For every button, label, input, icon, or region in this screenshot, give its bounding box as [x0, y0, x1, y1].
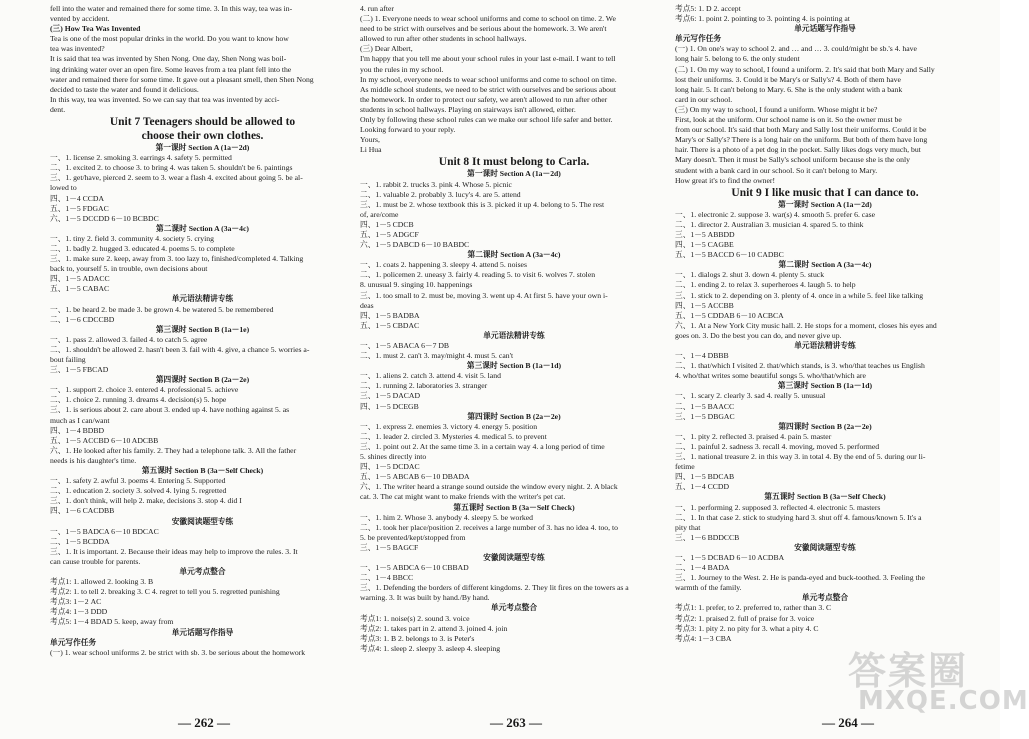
section-heading: 第一课时 Section A (1a－2d) — [155, 143, 250, 153]
answer-line: Only by following these school rules can we make our school life safer and better. — [360, 115, 613, 125]
answer-line: Yours, — [360, 135, 380, 145]
answer-line: 三、1. get/have, pierced 2. seem to 3. wear a flash 4. excited about going 5. be al- — [50, 173, 303, 183]
answer-line: 五、1－5 CBDAC — [360, 320, 420, 330]
section-heading: 第二课时 Section A (3a－4c) — [778, 260, 872, 270]
answer-line: need to be strict with ourselves and be serious about the homework. 3. We aren't — [360, 24, 607, 34]
answer-line: 三、1－5 FBCAD — [50, 365, 109, 375]
answer-line: 二、1. must 2. can't 3. may/might 4. must 5. can't — [360, 351, 514, 361]
answer-line: the homework. In order to protect our safety, we aren't allowed to run after other — [360, 94, 608, 104]
answer-line: 8. unusual 9. singing 10. happenings — [360, 280, 473, 290]
answer-line: ing drinking water over an open fire. Some leaves from a tea plant fell into the — [50, 64, 292, 74]
answer-line: 考点3: 1. pity 2. no pity for 3. what a pity 4. C — [675, 623, 819, 633]
answer-line: 五、1－5 CDDAB 6－10 ACBCA — [675, 310, 784, 320]
section-heading: 单元话题写作指导 — [171, 627, 234, 637]
answer-line: 二、1. shouldn't be allowed 2. hasn't been 3. fail with 4. give, a chance 5. worries a- — [50, 344, 310, 354]
answer-line: 一、1. electronic 2. suppose 3. war(s) 4. smooth 5. prefer 6. case — [675, 209, 876, 219]
section-heading: 单元语法精讲专练 — [483, 330, 545, 340]
section-heading: 第一课时 Section A (1a－2d) — [778, 199, 872, 209]
answer-line: 考点3: 1. B 2. belongs to 3. is Peter's — [360, 633, 475, 643]
answer-line: 三、1. must be 2. whose textbook this is 3. picked it up 4. belong to 5. The rest — [360, 199, 605, 209]
answer-line: 一、1. tiny 2. field 3. community 4. society 5. crying — [50, 233, 214, 243]
section-heading: 第二课时 Section A (3a－4c) — [467, 250, 561, 260]
answer-line: 一、1. express 2. enemies 3. victory 4. energy 5. position — [360, 421, 538, 431]
answer-line: 三、1. Journey to the West. 2. He is panda-eyed and buck-toothed. 3. Feeling the — [675, 573, 925, 583]
answer-line: (三) Dear Albert, — [360, 44, 413, 54]
answer-line: 四、1－6 CACDBB — [50, 506, 115, 516]
answer-line: deas — [360, 300, 374, 310]
answer-line: 二、1. running 2. laboratories 3. stranger — [360, 381, 488, 391]
answer-line: 一、1. support 2. choice 3. entered 4. professional 5. achieve — [50, 385, 239, 395]
answer-line: 一、1. be heard 2. be made 3. be grown 4. be watered 5. be remembered — [50, 304, 274, 314]
answer-line: warning. 3. It was built by hand./By hand. — [360, 593, 490, 603]
answer-line: 一、1－5 BADCA 6－10 BDCAC — [50, 526, 159, 536]
answer-line: tea was invented? — [50, 44, 105, 54]
answer-line: 二、1. badly 2. hugged 3. educated 4. poems 5. to complete — [50, 243, 235, 253]
answer-line: 四、1－5 BDCAB — [675, 472, 735, 482]
answer-line: 一、1. pity 2. reflected 3. praised 4. pain 5. master — [675, 431, 832, 441]
answer-line: goes on. 3. Do the best you can do, and never give up. — [675, 330, 842, 340]
answer-line: 五、1－5 CABAC — [50, 284, 110, 294]
section-heading: choose their own clothes. — [141, 130, 264, 143]
answer-line: It is said that tea was invented by Shen Nong. One day, Shen Nong was boil- — [50, 54, 287, 64]
answer-line: 考点6: 1. point 2. pointing to 3. pointing 4. is pointing at — [675, 14, 850, 24]
answer-line: 四、1－5 CDCB — [360, 219, 414, 229]
answer-line: water and remained there for some time. It gave out a pleasant smell, then Shen Nong — [50, 74, 314, 84]
answer-line: 考点4: 1－3 CBA — [675, 633, 732, 643]
answer-line: 5. shines directly into — [360, 452, 427, 462]
answer-line: hair. There is a photo of a pet dog in the pocket. Sally likes dogs very much, but — [675, 145, 921, 155]
answer-line: of, are/come — [360, 209, 399, 219]
answer-line: 二、1. leader 2. circled 3. Mysteries 4. medical 5. to prevent — [360, 431, 547, 441]
section-heading: 第一课时 Section A (1a－2d) — [467, 169, 561, 179]
answer-line: (一) 1. On one's way to school 2. and … and … 3. could/might be sb.'s 4. have — [675, 44, 917, 54]
answer-line: 考点1: 1. prefer, to 2. preferred to, rather than 3. C — [675, 603, 832, 613]
answer-line: 六、1－5 DCCDD 6－10 BCBDC — [50, 213, 159, 223]
answer-line: 一、1. dialogs 2. shut 3. down 4. plenty 5. stuck — [675, 270, 825, 280]
section-heading: 安徽阅读题型专练 — [794, 542, 856, 552]
answer-line: 二、1－6 CDCCBD — [50, 314, 115, 324]
answer-line: 二、1. excited 2. to choose 3. to bring 4. was taken 5. shouldn't be 6. paintings — [50, 163, 293, 173]
answer-line: back to, yourself 5. in trouble, own decisions about — [50, 264, 208, 274]
answer-line: much as I can/want — [50, 415, 110, 425]
section-heading: 单元写作任务 — [50, 637, 97, 647]
answer-line: 5. be prevented/kept/stopped from — [360, 532, 466, 542]
answer-line: student with a bank card in our school. So it can't belong to Mary. — [675, 165, 878, 175]
section-heading: Unit 7 Teenagers should be allowed to — [109, 116, 296, 129]
answer-line: 三、1. stick to 2. depending on 3. plenty of 4. once in a while 5. feel like talking — [675, 290, 924, 300]
answer-line: 二、1. valuable 2. probably 3. lucy's 4. are 5. attend — [360, 189, 521, 199]
answer-line: 三、1. is serious about 2. care about 3. ended up 4. have nothing against 5. as — [50, 405, 290, 415]
answer-line: In my school, everyone needs to wear school uniforms and come to school on time. — [360, 74, 617, 84]
answer-line: 一、1. aliens 2. catch 3. attend 4. visit 5. land — [360, 371, 501, 381]
answer-line: long hair 5. belong to 6. the only student — [675, 54, 800, 64]
answer-line: How great it's to find the owner! — [675, 175, 776, 185]
answer-line: bout failing — [50, 355, 86, 364]
answer-line: 四、1－5 DCEGB — [360, 401, 419, 411]
page-number-262: — 262 — — [178, 715, 230, 730]
answer-line: 五、1－5 BACCD 6－10 CADBC — [675, 250, 784, 260]
answer-line: card in our school. — [675, 94, 733, 104]
answer-line: (二) 1. On my way to school, I found a uniform. 2. It's said that both Mary and Sally — [675, 64, 935, 74]
answer-line: 一、1. scary 2. clearly 3. sad 4. really 5. unusual — [675, 391, 826, 401]
answer-line: 考点1: 1. allowed 2. looking 3. B — [50, 577, 154, 587]
answer-line: fetime — [675, 462, 695, 472]
answer-line: 二、1. director 2. Australian 3. musician 4. spared 5. to think — [675, 219, 864, 229]
answer-line: vented by accident. — [50, 14, 110, 24]
answer-line: 一、1. safety 2. awful 3. poems 4. Entering 5. Supported — [50, 476, 226, 486]
answer-line: 五、1－5 FDGAC — [50, 203, 109, 213]
answer-line: 四、1－5 CAGBE — [675, 240, 734, 250]
answer-line: Mary's or Sally's? There is a long hair on the uniform. But both of them have long — [675, 135, 928, 145]
section-heading: (三) How Tea Was Invented — [50, 24, 141, 34]
page-262-column — [50, 4, 355, 712]
section-heading: 第五课时 Section B (3a－Self Check) — [141, 466, 264, 476]
answer-line: 考点3: 1－2 AC — [50, 597, 102, 607]
answer-line: 一、1. rabbit 2. trucks 3. pink 4. Whose 5. picnic — [360, 179, 512, 189]
watermark-url-text: MXQE.COM — [858, 686, 1029, 716]
answer-line: 三、1. make sure 2. keep, away from 3. too lazy to, finished/completed 4. Talking — [50, 254, 304, 264]
answer-line: 考点1: 1. noise(s) 2. sound 3. voice — [360, 613, 470, 623]
answer-line: 一、1. pass 2. allowed 3. failed 4. to catch 5. agree — [50, 334, 208, 344]
answer-line: 五、1－5 ADGCF — [360, 229, 419, 239]
answer-line: long hair. 5. It can't belong to Mary. 6. She is the only student with a bank — [675, 84, 903, 94]
answer-line: can cause trouble for parents. — [50, 556, 141, 566]
answer-line: In this way, tea was invented. So we can say that tea was invented by acci- — [50, 94, 280, 104]
answer-line: 二、1－5 BAACC — [675, 401, 735, 411]
answer-line: 4. who/that writes some beautiful songs 5. who/that/which are — [675, 371, 866, 381]
answer-line: 一、1－5 ABACA 6－7 DB — [360, 341, 450, 350]
answer-line: 4. run after — [360, 4, 394, 13]
answer-line: 四、1－5 DCDAC — [360, 462, 420, 472]
answer-line: students in school hallways. Playing on stairways isn't allowed, either. — [360, 104, 576, 114]
answer-line: First, look at the uniform. Our school name is on it. So the owner must be — [675, 115, 902, 125]
answer-line: 三、1－5 BAGCF — [360, 542, 419, 552]
section-heading: 第四课时 Section B (2a－2e) — [155, 375, 250, 385]
answer-line: 考点2: 1. to tell 2. breaking 3. C 4. regret to tell you 5. regretted punishing — [50, 587, 280, 597]
section-heading: 第二课时 Section A (3a－4c) — [156, 223, 249, 233]
page-number-264: — 264 — — [822, 715, 874, 730]
section-heading: 安徽阅读题型专练 — [483, 552, 545, 562]
answer-line: 三、1. point out 2. At the same time 3. in a certain way 4. a long period of time — [360, 441, 605, 451]
answer-line: allowed to run after other students in school hallways. — [360, 34, 527, 44]
answer-line: 三、1. national treasure 2. in this way 3. in total 4. By the end of 5. during our li- — [675, 452, 926, 462]
section-heading: 单元语法精讲专练 — [794, 341, 856, 350]
answer-line: 五、1－5 ACCBD 6－10 ADCBB — [50, 435, 159, 445]
answer-line: 六、1. The writer heard a strange sound outside the window every night. 2. A black — [360, 482, 618, 492]
answer-line: 二、1－4 BBCC — [360, 573, 414, 583]
answer-line: Tea is one of the most popular drinks in the world. Do you want to know how — [50, 34, 289, 44]
answer-line: 一、1－5 ABDCA 6－10 CBBAD — [360, 563, 469, 573]
answer-line: 一、1－4 DBBB — [675, 351, 729, 361]
answer-line: warmth of the family. — [675, 583, 742, 593]
section-heading: 第五课时 Section B (3a－Self Check) — [453, 502, 575, 512]
section-heading: 单元写作任务 — [675, 34, 722, 44]
answer-line: 考点5: 1－4 BDAD 5. keep, away from — [50, 617, 174, 627]
answer-line: 考点2: 1. praised 2. full of praise for 3. voice — [675, 613, 815, 623]
page-number-263: — 263 — — [490, 715, 542, 730]
section-heading: 第四课时 Section B (2a－2e) — [467, 411, 561, 421]
answer-line: 一、1－5 DCBAD 6－10 ACDBA — [675, 552, 785, 562]
answer-line: 一、1. license 2. smoking 3. earrings 4. safety 5. permitted — [50, 153, 232, 163]
answer-line: Mary doesn't. Then it must be Sally's school uniform because she is the only — [675, 155, 910, 165]
answer-line: 一、1. performing 2. supposed 3. reflected 4. electronic 5. masters — [675, 502, 881, 512]
answer-line: fell into the water and remained there for some time. 3. In this way, tea was in- — [50, 4, 293, 13]
answer-line: 三、1. Defending the borders of different kingdoms. 2. They lit fires on the towers as a — [360, 583, 629, 593]
answer-line: 二、1－5 BCDDA — [50, 536, 110, 546]
answer-line: 考点4: 1. sleep 2. sleepy 3. asleep 4. sleeping — [360, 643, 501, 653]
answer-line: needs is his daughter's time. — [50, 455, 137, 465]
answer-line: 六、1. At a New York City music hall. 2. He stops for a moment, closes his eyes and — [675, 320, 937, 330]
answer-line: 二、1. took her place/position 2. receives a large number of 3. has no idea 4. too, to — [360, 522, 618, 532]
answer-line: 五、1－5 ABCAB 6－10 DBADA — [360, 472, 470, 482]
section-heading: 单元语法精讲专练 — [171, 294, 234, 304]
answer-line: 三、1. too small to 2. must be, moving 3. went up 4. At first 5. have your own i- — [360, 290, 608, 300]
section-heading: 第四课时 Section B (2a－2e) — [778, 421, 872, 431]
answer-line: 三、1－5 DACAD — [360, 391, 421, 401]
answer-line: lowed to — [50, 183, 77, 193]
answer-line: dent. — [50, 104, 66, 114]
page-263-column — [360, 4, 668, 712]
answer-line: 二、1. choice 2. running 3. dreams 4. decision(s) 5. hope — [50, 395, 227, 405]
section-heading: 单元考点整合 — [179, 566, 226, 576]
answer-line: 四、1－5 ADACC — [50, 274, 110, 284]
answer-line: 二、1. policemen 2. uneasy 3. fairly 4. reading 5. to visit 6. wolves 7. stolen — [360, 270, 596, 280]
answer-line: 考点5: 1. D 2. accept — [675, 4, 741, 13]
section-heading: 单元话题写作指导 — [794, 24, 856, 34]
section-heading: 单元考点整合 — [801, 593, 849, 603]
answer-line: lost their uniforms. 3. Could it be Mary's or Sally's? 4. Both of them have — [675, 74, 901, 84]
answer-line: 三、1－5 DBGAC — [675, 411, 735, 421]
answer-line: 三、1－6 BDDCCB — [675, 532, 740, 542]
answer-line: you the rules in my school. — [360, 64, 444, 74]
answer-line: 二、1. education 2. society 3. solved 4. lying 5. regretted — [50, 486, 227, 496]
answer-line: As middle school students, we need to be strict with ourselves and be serious about — [360, 84, 616, 94]
answer-line: decided to taste the water and found it delicious. — [50, 84, 199, 94]
answer-line: (一) 1. wear school uniforms 2. be strict with sb. 3. be serious about the homework — [50, 647, 306, 657]
answer-line: cat. 3. The cat might want to make friends with the writer's pet cat. — [360, 492, 566, 502]
answer-line: 二、1. that/which I visited 2. that/which stands, is 3. who/that teaches us English — [675, 361, 925, 371]
section-heading: 第三课时 Section B (1a－1d) — [777, 381, 873, 391]
answer-line: (三) On my way to school, I found a uniform. Whose might it be? — [675, 104, 878, 114]
section-heading: Unit 9 I like music that I can dance to. — [731, 186, 919, 199]
answer-line: 三、1. don't think, will help 2. make, decisions 3. stop 4. did I — [50, 496, 242, 506]
page-264-column — [675, 4, 975, 712]
answer-line: 二、1－4 BADA — [675, 563, 730, 573]
answer-line: (二) 1. Everyone needs to wear school uniforms and come to school on time. 2. We — [360, 14, 616, 24]
answer-line: 六、1. He looked after his family. 2. They had a telephone talk. 3. All the father — [50, 445, 297, 455]
answer-line: I'm happy that you tell me about your school rules in your last e-mail. I want to tell — [360, 54, 616, 64]
section-heading: Unit 8 It must belong to Carla. — [438, 156, 590, 169]
answer-line: pity that — [675, 522, 701, 532]
answer-line: from our school. It's said that both Mary and Sally lost their uniforms. Could it be — [675, 125, 927, 135]
answer-line: 四、1－4 BDBD — [50, 425, 105, 435]
answer-line: 二、1. painful 2. sadness 3. recall 4. moving, moved 5. performed — [675, 441, 880, 451]
section-heading: 第三课时 Section B (1a－1d) — [466, 361, 562, 371]
section-heading: 单元考点整合 — [490, 603, 538, 613]
answer-line: 四、1－5 ACCBB — [675, 300, 734, 310]
answer-line: 二、1. In that case 2. stick to studying hard 3. shut off 4. famous/known 5. It's a — [675, 512, 922, 522]
section-heading: 安徽阅读题型专练 — [171, 516, 234, 526]
answer-line: Li Hua — [360, 145, 382, 155]
answer-line: 二、1. ending 2. to relax 3. superheroes 4. laugh 5. to help — [675, 280, 856, 290]
section-heading: 第五课时 Section B (3a－Self Check) — [764, 492, 886, 502]
answer-line: 一、1. coats 2. happening 3. sleepy 4. attend 5. noises — [360, 260, 527, 270]
answer-line: 三、1. It is important. 2. Because their ideas may help to improve the rules. 3. It — [50, 546, 298, 556]
answer-line: 五、1－4 CCDD — [675, 482, 730, 492]
answer-line: 一、1. him 2. Whose 3. anybody 4. sleepy 5. be worked — [360, 512, 534, 522]
answer-line: Looking forward to your reply. — [360, 125, 456, 135]
watermark-logo-text: 答案圈 — [848, 649, 969, 693]
answer-line: 考点2: 1. takes part in 2. attend 3. joined 4. join — [360, 623, 508, 633]
section-heading: 第三课时 Section B (1a－1e) — [155, 324, 250, 334]
answer-line: 六、1－5 DABCD 6－10 BABDC — [360, 240, 470, 250]
answer-line: 三、1－5 ABBDD — [675, 229, 735, 239]
answer-line: 四、1－4 CCDA — [50, 193, 105, 203]
answer-line: 考点4: 1－3 DDD — [50, 607, 108, 617]
answer-line: 四、1－5 BADBA — [360, 310, 420, 320]
